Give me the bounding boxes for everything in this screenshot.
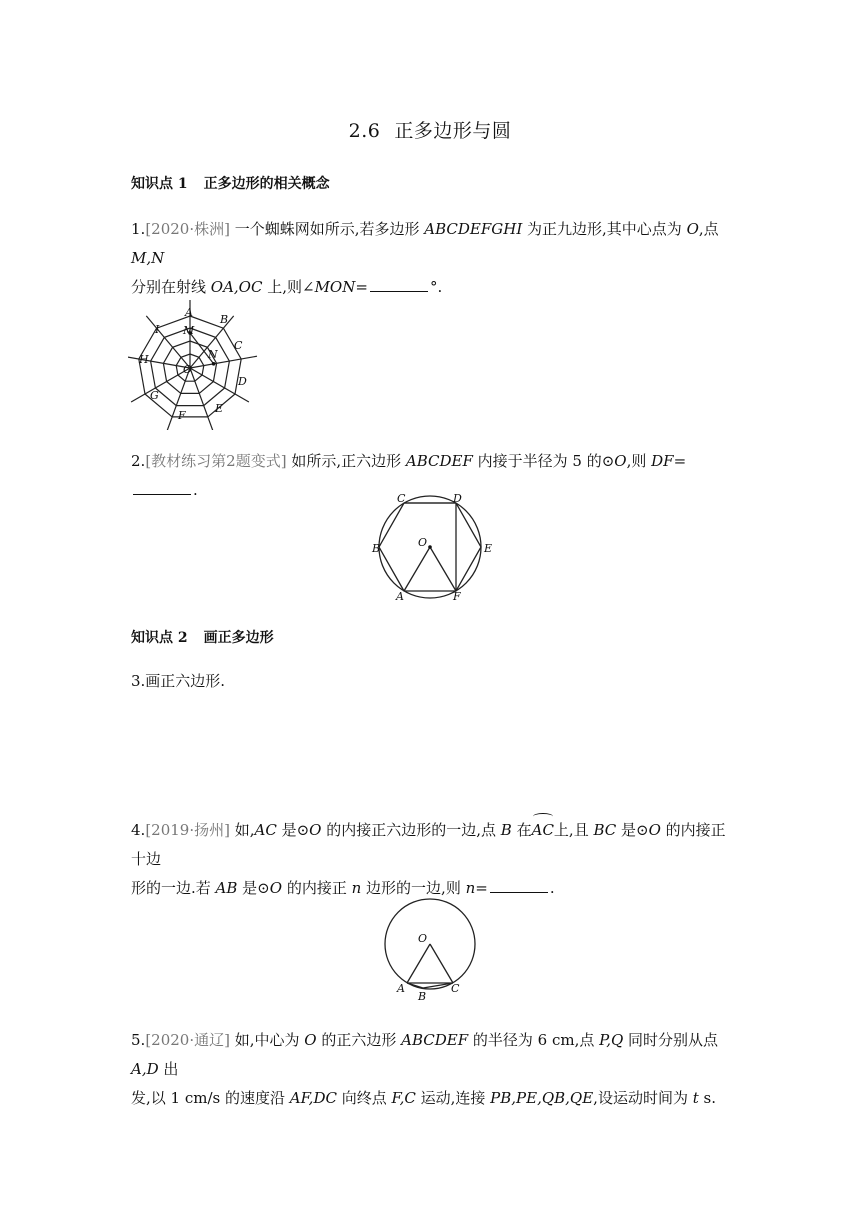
label-g: G xyxy=(150,389,159,402)
label-d: D xyxy=(238,375,247,388)
label-o: O xyxy=(418,536,428,549)
label-n: N xyxy=(208,348,218,361)
question-1-line-1: 1.[2020·株洲] 一个蜘蛛网如所示,若多边形 ABCDEFGHI 为正九边形,其中心点为 O,点 M,N xyxy=(131,220,719,267)
arc-ac: AC xyxy=(532,816,554,845)
section-heading-2 xyxy=(131,627,274,647)
section-name: 画正多边形 xyxy=(203,630,274,646)
label-b: B xyxy=(372,542,381,555)
question-5-line-2: 发,以 1 cm/s 的速度沿 AF,DC 向终点 F,C 运动,连接 PB,PE,QB,QE,设运动时间为 t s. xyxy=(131,1089,716,1107)
web-spoke xyxy=(190,368,213,430)
label-b: B xyxy=(220,313,229,326)
label-e: E xyxy=(484,542,493,555)
label-f: F xyxy=(453,590,461,603)
question-source: [教材练习第2题变式] xyxy=(145,452,287,470)
section-label: 知识点 2 xyxy=(131,630,188,646)
label-d: D xyxy=(453,492,462,505)
label-a: A xyxy=(396,590,404,603)
segment-oa xyxy=(407,944,430,983)
answer-blank[interactable] xyxy=(370,277,428,292)
answer-blank[interactable] xyxy=(490,878,548,893)
section-label: 知识点 1 xyxy=(131,176,188,192)
title-number: 2.6 xyxy=(348,120,381,142)
question-3: 3.画正六边形. xyxy=(131,672,226,690)
section-name: 正多边形的相关概念 xyxy=(203,176,330,192)
question-4-line-2: 形的一边.若 AB 是⊙O 的内接正 n 边形的一边,则 n= . xyxy=(131,879,555,897)
label-o: O xyxy=(418,932,428,945)
label-h: H xyxy=(139,353,149,366)
title-text: 正多边形与圆 xyxy=(394,120,512,142)
figure-spider-web xyxy=(128,300,268,430)
question-1-line-2: 分别在射线 OA,OC 上,则∠MON= °. xyxy=(131,278,443,296)
question-4 xyxy=(131,816,731,903)
question-source: [2019·扬州] xyxy=(145,821,230,839)
answer-blank[interactable] xyxy=(133,480,191,495)
segment-of xyxy=(430,547,456,591)
label-e: E xyxy=(215,402,224,415)
question-5 xyxy=(131,1026,731,1113)
web-spoke xyxy=(131,368,190,402)
figure-hexagon-circle xyxy=(368,492,494,604)
label-a: A xyxy=(185,306,193,319)
label-c: C xyxy=(451,982,460,995)
point-n xyxy=(212,362,216,366)
center-dot xyxy=(428,545,432,549)
question-source: [2020·株洲] xyxy=(145,220,230,238)
section-heading-1 xyxy=(131,173,330,193)
label-b: B xyxy=(418,990,427,1003)
question-1 xyxy=(131,215,731,302)
label-c: C xyxy=(397,492,406,505)
label-a: A xyxy=(397,982,405,995)
question-2: 2.[教材练习第2题变式] 如所示,正六边形 ABCDEF 内接于半径为 5 的⊙O,则 DF=. xyxy=(131,452,687,499)
label-f: F xyxy=(178,409,186,422)
segment-oc xyxy=(430,944,453,983)
question-4-line-1: 4.[2019·扬州] 如,AC 是⊙O 的内接正六边形的一边,点 B 在AC上,且 BC 是⊙O 的内接正十边 xyxy=(131,816,731,874)
question-5-line-1: 5.[2020·通辽] 如,中心为 O 的正六边形 ABCDEF 的半径为 6 cm,点 P,Q 同时分别从点 A,D 出 xyxy=(131,1031,719,1078)
label-m: M xyxy=(183,324,195,337)
label-c: C xyxy=(234,339,243,352)
question-source: [2020·通辽] xyxy=(145,1031,230,1049)
segment-ab xyxy=(407,983,423,988)
label-i: I xyxy=(155,323,160,336)
segment-ao xyxy=(404,547,430,591)
figure-circle-triangle xyxy=(384,898,480,1004)
label-o: O xyxy=(183,363,193,376)
page-title xyxy=(0,116,860,143)
